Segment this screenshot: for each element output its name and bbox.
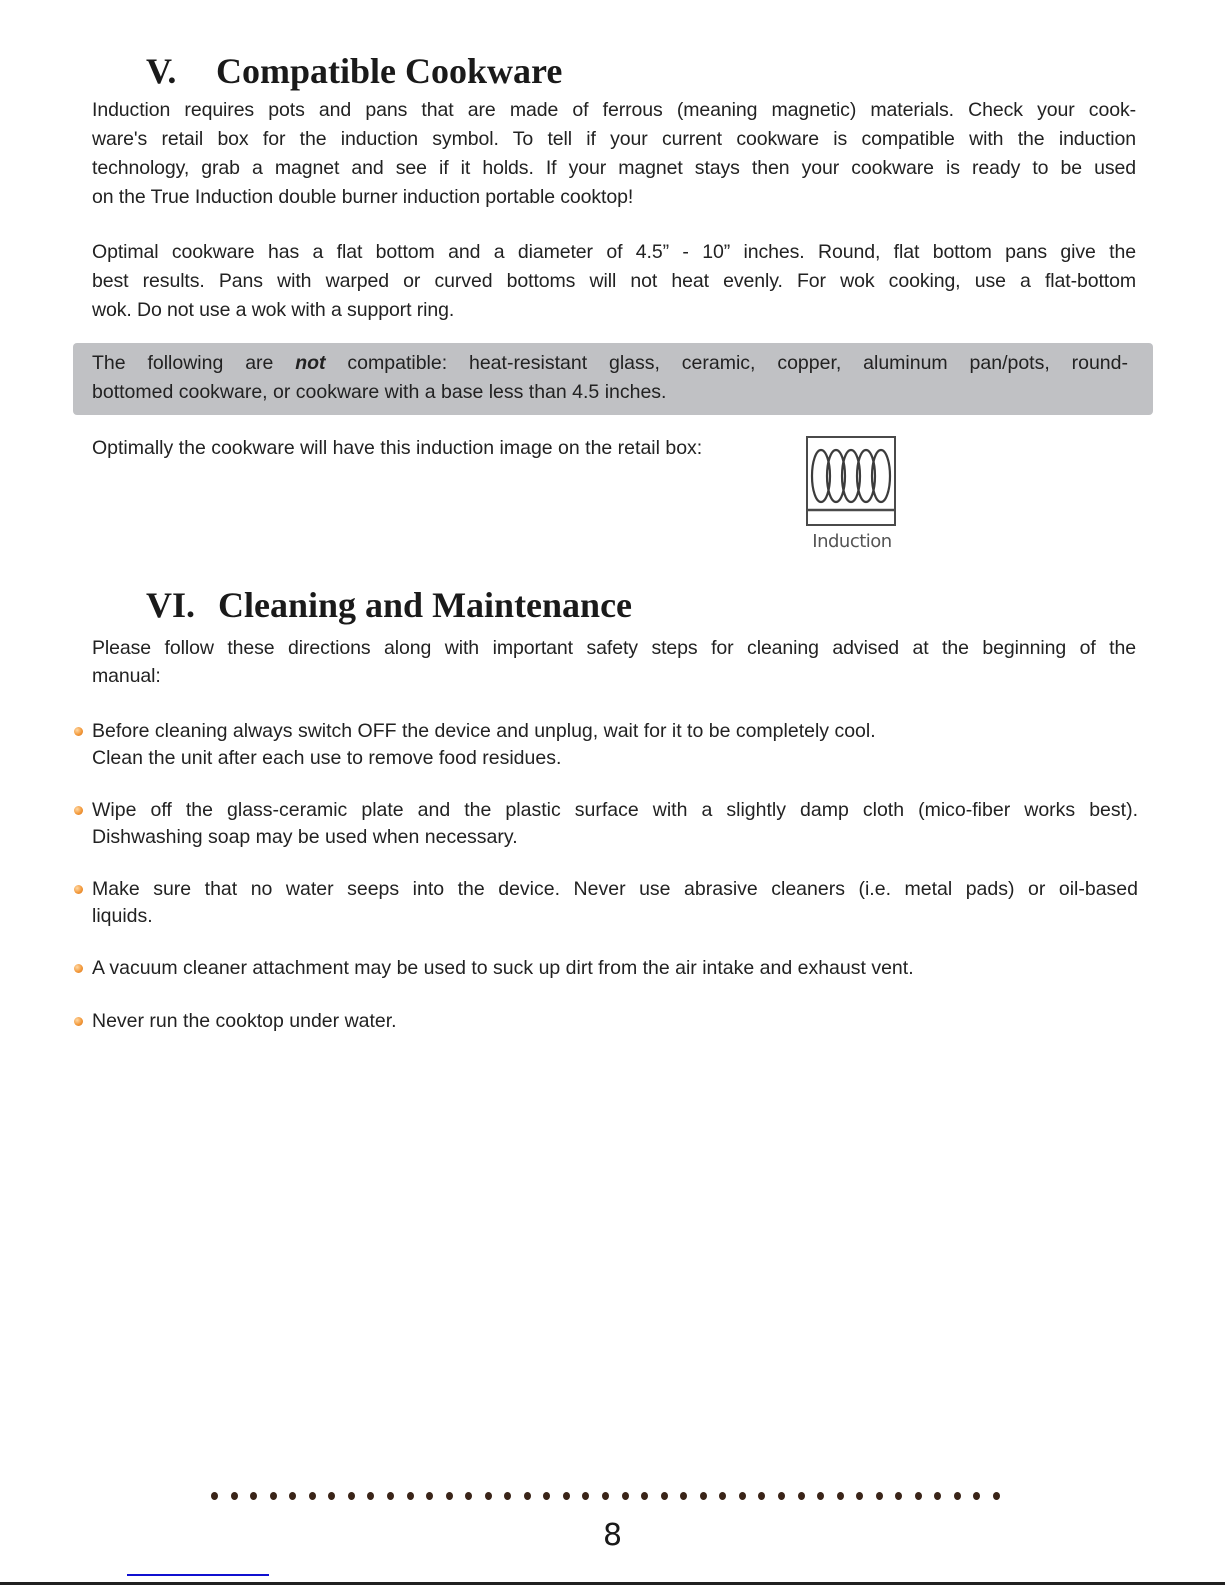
footer-dot (446, 1492, 453, 1500)
paragraph-line: Please follow these directions along with important safety steps for cleaning advised at the beginning of the (92, 637, 1136, 659)
footer-dot (270, 1492, 277, 1500)
footer-dot (719, 1492, 726, 1500)
section-5-title: Compatible Cookware (216, 51, 563, 91)
bullet-line: A vacuum cleaner attachment may be used to suck up dirt from the air intake and exhaust vent. (92, 957, 914, 979)
orange-bullet-icon (74, 806, 83, 815)
section-6-title: Cleaning and Maintenance (218, 585, 633, 625)
section-5-number: V. (146, 51, 177, 91)
footer-dot (465, 1492, 472, 1500)
bullet-line: Wipe off the glass-ceramic plate and the plastic surface with a slightly damp cloth (mico-fiber works best). (92, 799, 1138, 821)
footer-dot (778, 1492, 785, 1500)
footer-dot (543, 1492, 550, 1500)
footer-dot (798, 1492, 805, 1500)
section-6-number: VI. (146, 585, 196, 625)
footer-dot (426, 1492, 433, 1500)
paragraph-line: on the True Induction double burner induction portable cooktop! (92, 186, 634, 208)
footer-dot (231, 1492, 238, 1500)
bullet-line: Before cleaning always switch OFF the device and unplug, wait for it to be completely cool. (92, 720, 876, 742)
footer-dot (817, 1492, 824, 1500)
footer-dot (856, 1492, 863, 1500)
footer-dot (367, 1492, 374, 1500)
not-compatible-callout (73, 343, 1153, 415)
cleaning-intro (92, 634, 1136, 690)
footer-dot (602, 1492, 609, 1500)
footer-dot (993, 1492, 1000, 1500)
paragraph-line: manual: (92, 665, 161, 687)
paragraph-line: technology, grab a magnet and see if it holds. If your magnet stays then your cookware is ready to be used (92, 157, 1136, 179)
section-6-heading (146, 585, 632, 625)
footer-dot (876, 1492, 883, 1500)
induction-label: Induction (812, 531, 892, 552)
footer-dot (622, 1492, 629, 1500)
induction-symbol (806, 436, 898, 562)
orange-bullet-icon (74, 885, 83, 894)
footer-dot (895, 1492, 902, 1500)
footer-dot (387, 1492, 394, 1500)
optimal-cookware-paragraph (92, 238, 1136, 325)
footer-dot (700, 1492, 707, 1500)
paragraph-line: ware's retail box for the induction symbol. To tell if your current cookware is compatible with the induction (92, 128, 1136, 150)
compatibility-paragraph (92, 96, 1136, 212)
orange-bullet-icon (74, 1017, 83, 1026)
footer-dot (485, 1492, 492, 1500)
footer-dot (915, 1492, 922, 1500)
footer-dot (524, 1492, 531, 1500)
paragraph-line: wok. Do not use a wok with a support ring. (92, 299, 455, 321)
orange-bullet-icon (74, 964, 83, 973)
bullet-line: Dishwashing soap may be used when necessary. (92, 825, 518, 848)
footer-dot (758, 1492, 765, 1500)
bullet-line: Make sure that no water seeps into the device. Never use abrasive cleaners (i.e. metal pads) or oil-based (92, 878, 1138, 900)
footer-dot (328, 1492, 335, 1500)
footer-dot (739, 1492, 746, 1500)
footer-dot (680, 1492, 687, 1500)
callout-line: bottomed cookware, or cookware with a base less than 4.5 inches. (92, 381, 667, 403)
footer-dot (661, 1492, 668, 1500)
symbol-note: Optimally the cookware will have this induction image on the retail box: (92, 437, 703, 459)
footer-dot (250, 1492, 257, 1500)
footer-dot (407, 1492, 414, 1500)
callout-emphasis: not (295, 352, 326, 374)
footer-dot (289, 1492, 296, 1500)
bullet-line: liquids. (92, 904, 153, 927)
footer-dot (563, 1492, 570, 1500)
induction-coil-icon (806, 436, 896, 526)
footer-dot (837, 1492, 844, 1500)
footer-dot (348, 1492, 355, 1500)
paragraph-line: best results. Pans with warped or curved bottoms will not heat evenly. For wok cooking, use a flat-bottom (92, 270, 1136, 292)
footer-dot (934, 1492, 941, 1500)
footer-dot (954, 1492, 961, 1500)
link-underline (127, 1574, 269, 1576)
paragraph-line: Optimal cookware has a flat bottom and a diameter of 4.5” - 10” inches. Round, flat bottom pans give the (92, 241, 1136, 263)
footer-dot-divider (211, 1490, 1011, 1502)
bullet-line: Never run the cooktop under water. (92, 1010, 397, 1032)
footer-dot (641, 1492, 648, 1500)
paragraph-line: Induction requires pots and pans that are made of ferrous (meaning magnetic) materials. Check your cook- (92, 99, 1136, 121)
callout-rest: compatible: heat-resistant glass, ceramic, copper, aluminum pan/pots, round- (325, 352, 1128, 374)
section-5-heading (146, 51, 562, 91)
page-number: 8 (602, 1518, 623, 1553)
footer-dot (309, 1492, 316, 1500)
bullet-line: Clean the unit after each use to remove food residues. (92, 746, 562, 769)
footer-dot (504, 1492, 511, 1500)
footer-dot (211, 1492, 218, 1500)
callout-line (92, 349, 1128, 378)
orange-bullet-icon (74, 727, 83, 736)
footer-dot (973, 1492, 980, 1500)
footer-dot (582, 1492, 589, 1500)
callout-prefix: The following are (92, 352, 296, 374)
